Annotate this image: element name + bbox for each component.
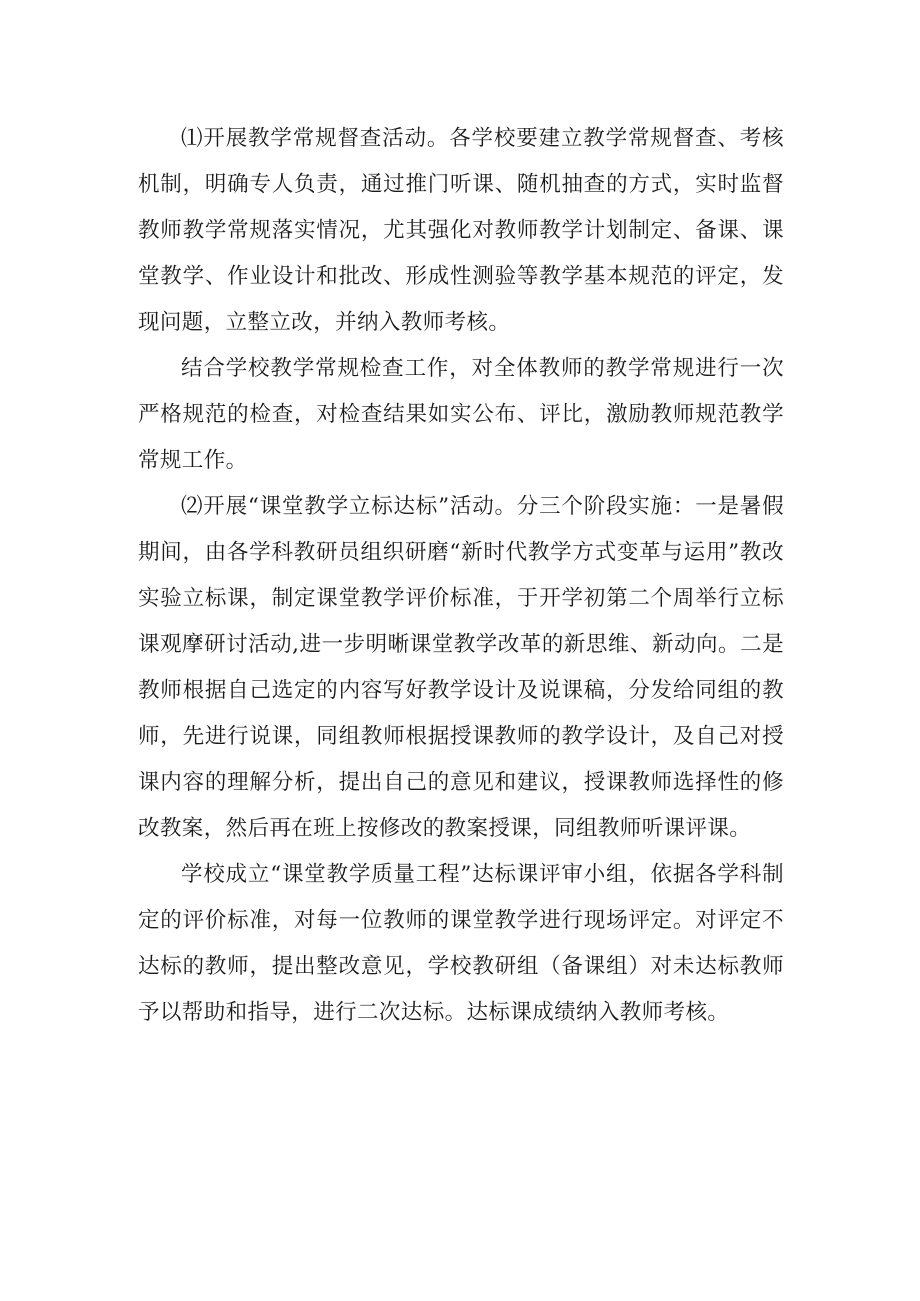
- paragraph-classroom-standard-activity: ⑵开展“课堂教学立标达标”活动。分三个阶段实施：一是暑假期间，由各学科教研员组织研磨“新时代教学方式变革与运用”教改实验立标课，制定课堂教学评价标准，于开学初第二个周举行立标课观摩研讨活动,进一步明晰课堂教学改革的新思维、新动向。二是教师根据自己选定的内容写好教学设计及说课稿，分发给同组的教师，先进行说课，同组教师根据授课教师的教学设计，及自己对授课内容的理解分析，提出自己的意见和建议，授课教师选择性的修改教案，然后再在班上按修改的教案授课，同组教师听课评课。: [138, 494, 784, 841]
- paragraph-teaching-routine-inspection: ⑴开展教学常规督查活动。各学校要建立教学常规督查、考核机制，明确专人负责，通过推门听课、随机抽查的方式，实时监督教师教学常规落实情况，尤其强化对教师教学计划制定、备课、课堂教学、作业设计和批改、形成性测验等教学基本规范的评定，发现问题，立整立改，并纳入教师考核。: [138, 126, 784, 335]
- document-page: [138, 116, 784, 1036]
- paragraph-routine-check: 结合学校教学常规检查工作，对全体教师的教学常规进行一次严格规范的检查，对检查结果如实公布、评比，激励教师规范教学常规工作。: [138, 356, 784, 473]
- paragraph-review-group: 学校成立“课堂教学质量工程”达标课评审小组，依据各学科制定的评价标准，对每一位教师的课堂教学进行现场评定。对评定不达标的教师，提出整改意见，学校教研组（备课组）对未达标教师予以帮助和指导，进行二次达标。达标课成绩纳入教师考核。: [138, 862, 784, 1025]
